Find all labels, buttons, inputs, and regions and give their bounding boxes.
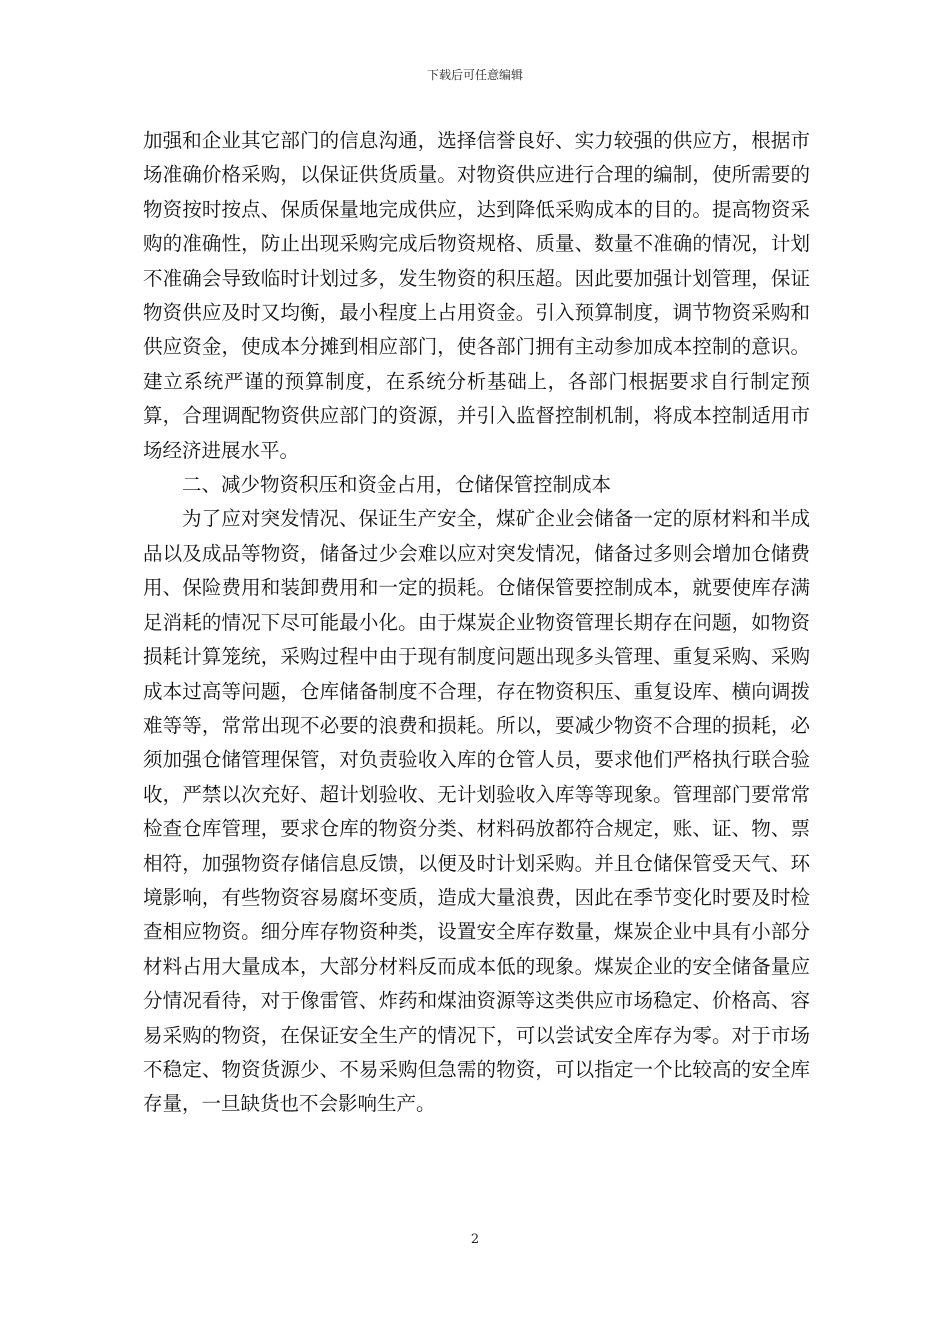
- page-header: 下载后可任意编辑: [426, 68, 523, 82]
- page-number: 2: [470, 1232, 480, 1247]
- paragraph-continuation: 加强和企业其它部门的信息沟通，选择信誉良好、实力较强的供应方，根据市场准确价格采购，以保证供货质量。对物资供应进行合理的编制，使所需要的物资按时按点、保质保量地完成供应，达到降低采购成本的目的。提高物资采购的准确性，防止出现采购完成后物资规格、质量、数量不准确的情况，计划不准确会导致临时计划过多，发生物资的积压超。因此要加强计划管理，保证物资供应及时又均衡，最小程度上占用资金。引入预算制度，调节物资采购和供应资金，使成本分摊到相应部门，使各部门拥有主动参加成本控制的意识。建立系统严谨的预算制度，在系统分析基础上，各部门根据要求自行制定预算，合理调配物资供应部门的资源，并引入监督控制机制，将成本控制适用市场经济进展水平。: [143, 129, 810, 462]
- document-body: [143, 124, 810, 1122]
- paragraph: 为了应对突发情况、保证生产安全，煤矿企业会储备一定的原材料和半成品以及成品等物资，储备过少会难以应对突发情况，储备过多则会增加仓储费用、保险费用和装卸费用和一定的损耗。仓储保管要控制成本，就要使库存满足消耗的情况下尽可能最小化。由于煤炭企业物资管理长期存在问题，如物资损耗计算笼统，采购过程中由于现有制度问题出现多头管理、重复采购、采购成本过高等问题，仓库储备制度不合理，存在物资积压、重复设库、横向调拨难等等，常常出现不必要的浪费和损耗。所以，要减少物资不合理的损耗，必须加强仓储管理保管，对负责验收入库的仓管人员，要求他们严格执行联合验收，严禁以次充好、超计划验收、无计划验收入库等等现象。管理部门要常常检查仓库管理，要求仓库的物资分类、材料码放都符合规定，账、证、物、票相符，加强物资存储信息反馈，以便及时计划采购。并且仓储保管受天气、环境影响，有些物资容易腐坏变质，造成大量浪费，因此在季节变化时要及时检查相应物资。细分库存物资种类，设置安全库存数量，煤炭企业中具有小部分材料占用大量成本，大部分材料反而成本低的现象。煤炭企业的安全储备量应分情况看待，对于像雷管、炸药和煤油资源等这类供应市场稳定、价格高、容易采购的物资，在保证安全生产的情况下，可以尝试安全库存为零。对于市场不稳定、物资货源少、不易采购但急需的物资，可以指定一个比较高的安全库存量，一旦缺货也不会影响生产。: [143, 507, 810, 1116]
- section-heading: 二、减少物资积压和资金占用，仓储保管控制成本: [182, 473, 612, 497]
